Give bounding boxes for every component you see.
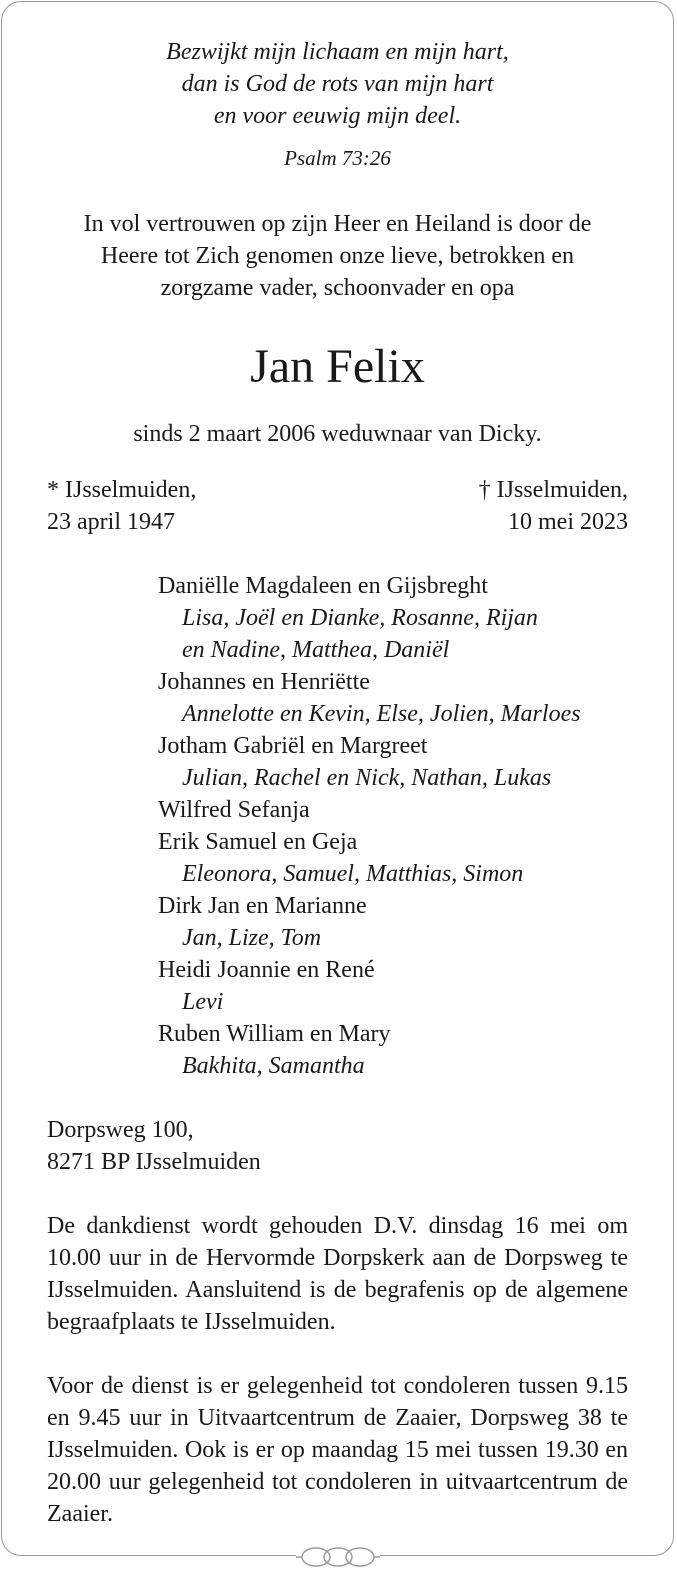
address [47,1114,628,1178]
family-member-name: Dirk Jan en Marianne [158,893,367,919]
address-street: Dorpsweg 100, [47,1117,194,1143]
service-paragraph: De dankdienst wordt gehouden D.V. dinsdag 16 mei om 10.00 uur in de Hervormde Dorpskerk aan de Dorpsweg te IJsselmuiden. Aansluitend is de begrafenis op de algemene begraafplaats te IJsselmuiden. [47,1213,628,1335]
family-member-name: Wilfred Sefanja [158,797,310,823]
family-member-name: Erik Samuel en Geja [158,829,358,855]
grandchildren-line: Annelotte en Kevin, Else, Jolien, Marloes [182,701,581,727]
grandchildren-line: Bakhita, Samantha [182,1053,365,1079]
triple-circle-ornament-icon [296,1544,380,1570]
intro-text [47,208,628,304]
intro-line: In vol vertrouwen op zijn Heer en Heiland is door de [83,211,592,237]
birth-date: 23 april 1947 [47,509,175,535]
grandchildren-line: Lisa, Joël en Dianke, Rosanne, Rijan [182,605,538,631]
address-city: 8271 BP IJsselmuiden [47,1149,261,1175]
grandchildren-line: Julian, Rachel en Nick, Nathan, Lukas [182,765,552,791]
deceased-name: Jan Felix [250,340,425,393]
death-place: † IJsselmuiden, [478,477,628,503]
intro-line: zorgzame vader, schoonvader en opa [160,275,515,301]
grandchildren-line: Levi [182,989,224,1015]
family-member-name: Ruben William en Mary [158,1021,391,1047]
birth-info [47,474,196,538]
grandchildren-line: Eleonora, Samuel, Matthias, Simon [182,861,524,887]
intro-line: Heere tot Zich genomen onze lieve, betrokken en [100,243,575,269]
verse-reference: Psalm 73:26 [284,146,391,170]
family-member-name: Jotham Gabriël en Margreet [158,733,428,759]
family-member-name: Heidi Joannie en René [158,957,375,983]
family-member-name: Daniëlle Magdaleen en Gijsbreght [158,573,488,599]
life-dates [47,474,628,538]
grandchildren-line: en Nadine, Matthea, Daniël [182,637,450,663]
family-list [158,570,628,1082]
announcement-content [47,36,628,1530]
death-date: 10 mei 2023 [508,509,628,535]
verse-line: en voor eeuwig mijn deel. [213,103,462,129]
grandchildren-line: Jan, Lize, Tom [182,925,322,951]
birth-place: * IJsselmuiden, [47,477,197,503]
verse-line: dan is God de rots van mijn hart [181,71,494,97]
verse-line: Bezwijkt mijn lichaam en mijn hart, [166,39,509,65]
family-member-name: Johannes en Henriëtte [158,669,370,695]
bible-verse [47,36,628,132]
death-info [479,474,628,538]
condolence-paragraph: Voor de dienst is er gelegenheid tot condoleren tussen 9.15 en 9.45 uur in Uitvaartcentrum de Zaaier, Dorpsweg 38 te IJsselmuiden. Ook is er op maandag 15 mei tussen 19.30 en 20.00 uur gelegenheid tot condoleren in uitvaartcentrum de Zaaier. [47,1373,628,1527]
widower-line: sinds 2 maart 2006 weduwnaar van Dicky. [133,421,542,447]
